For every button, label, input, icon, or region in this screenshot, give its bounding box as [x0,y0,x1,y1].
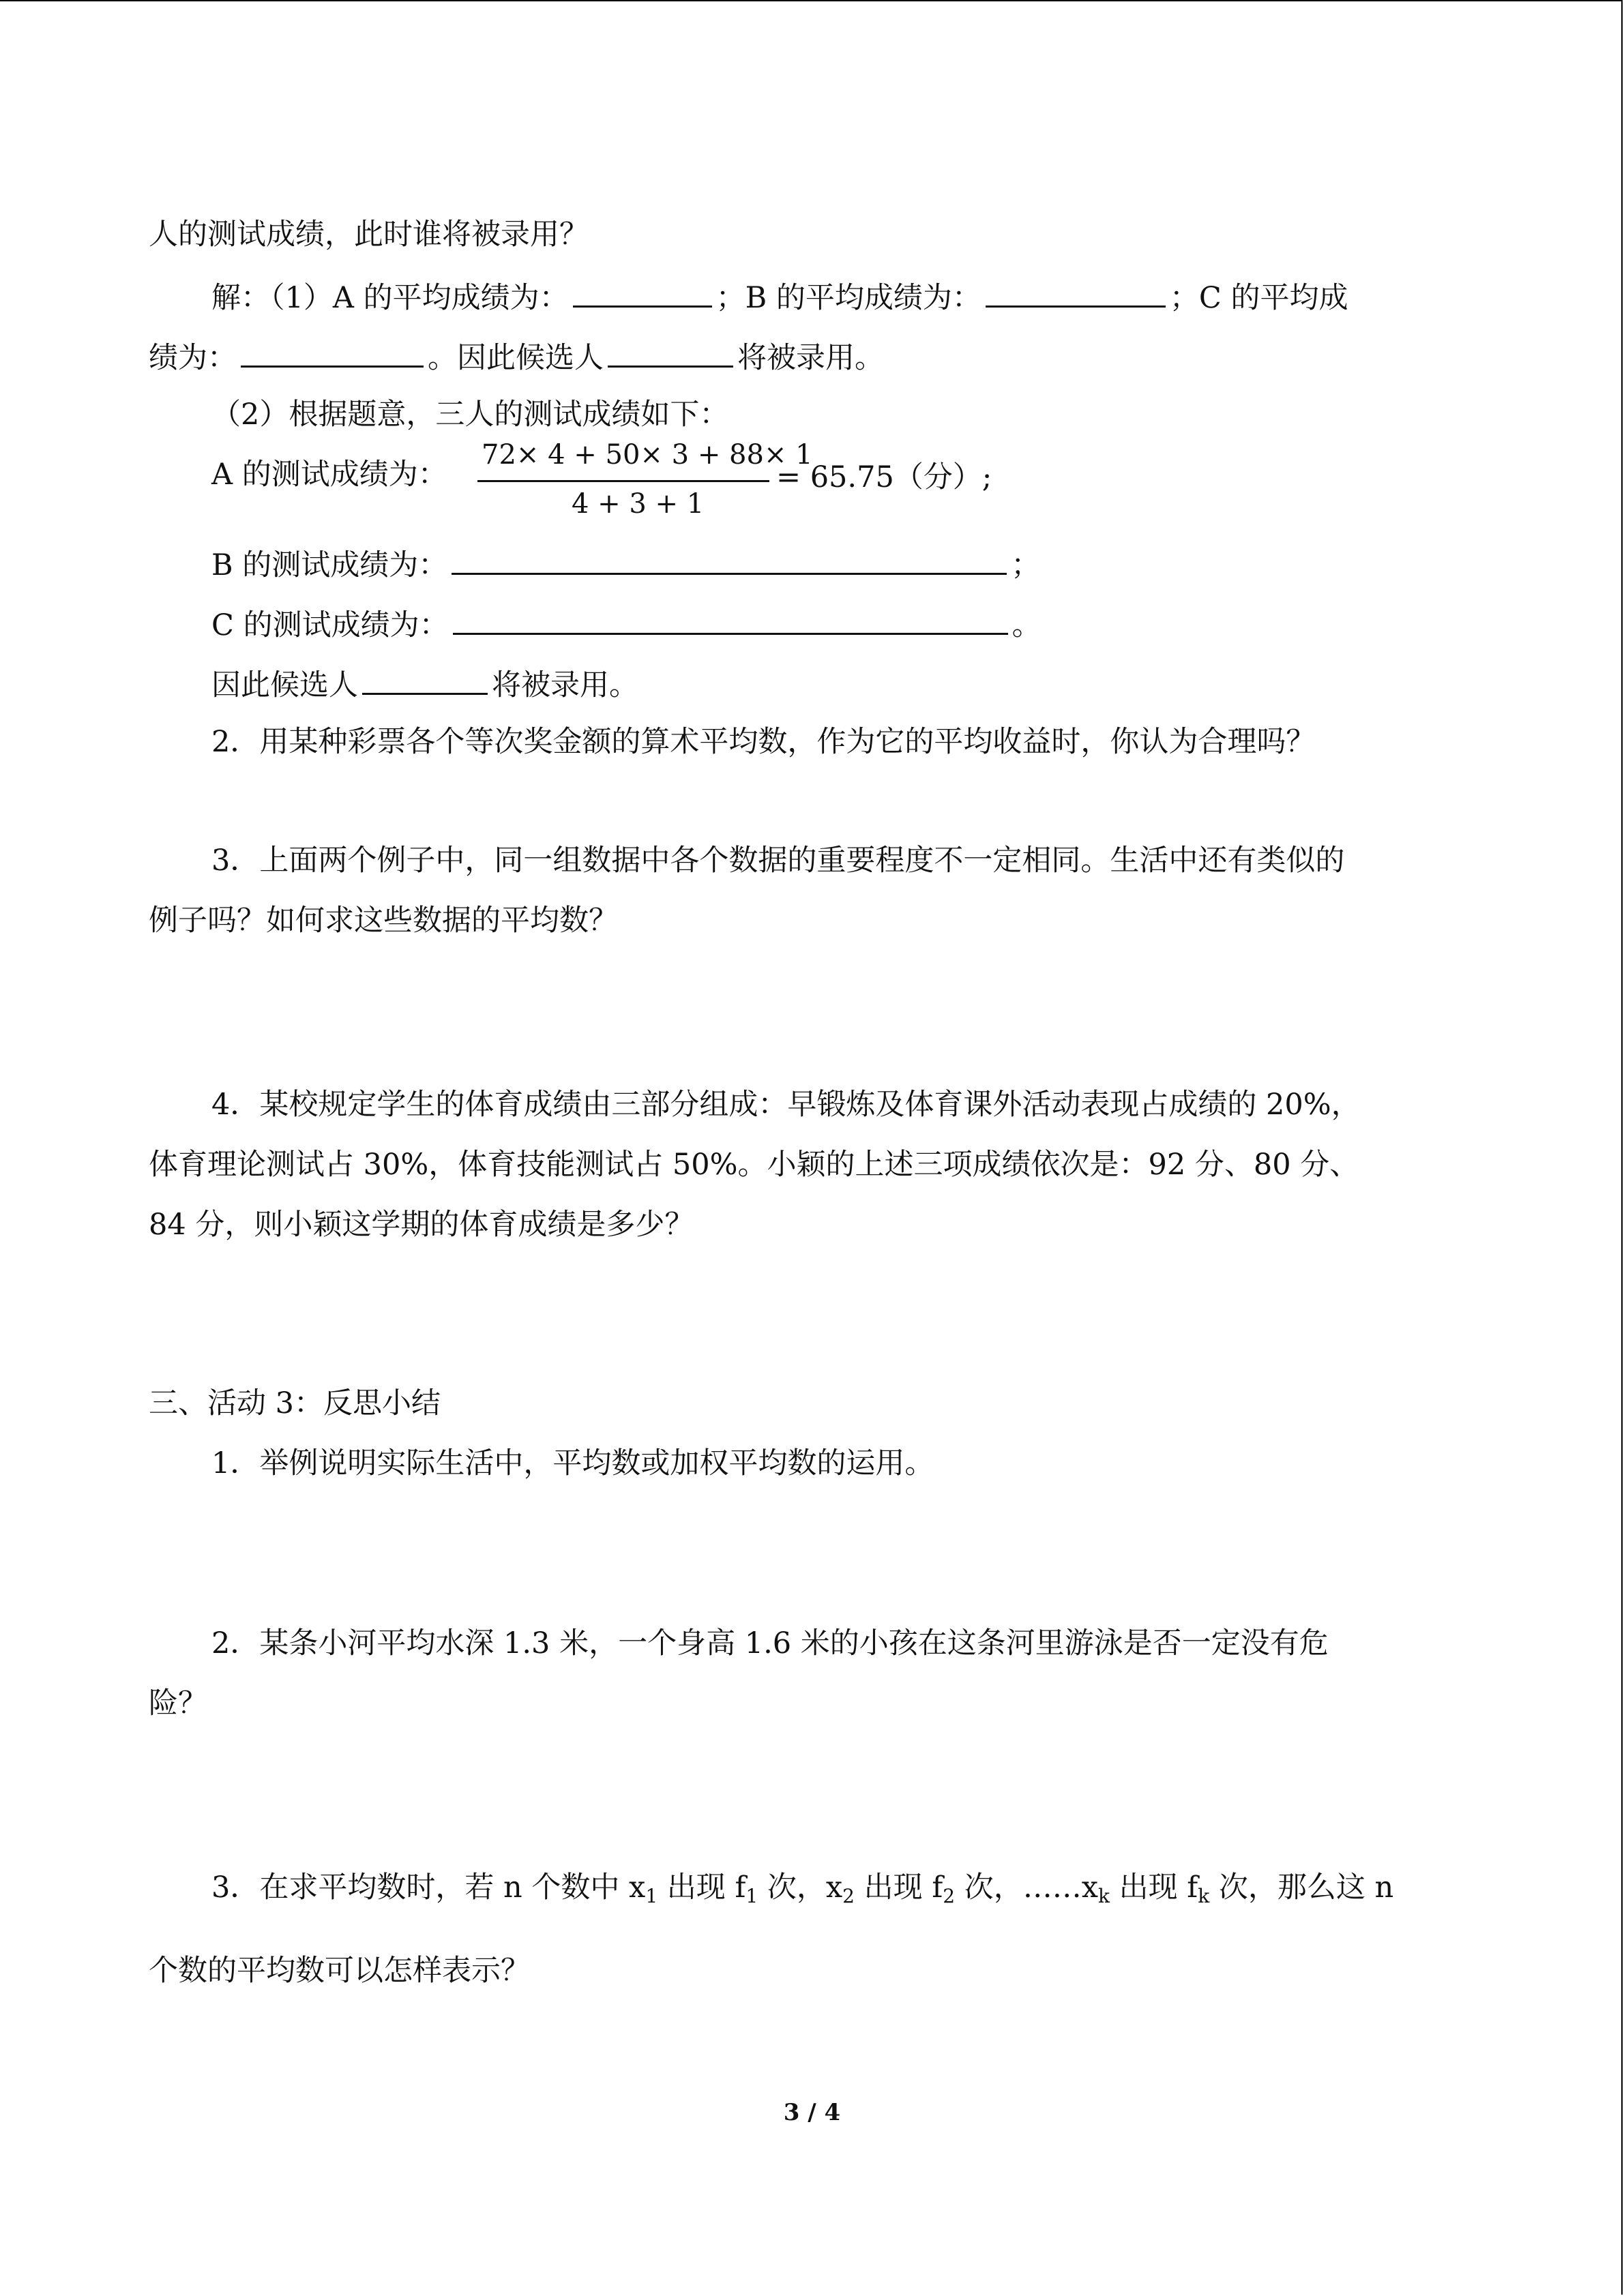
text-segment: 3．在求平均数时，若 n 个数中 x [211,1870,646,1905]
formula-numerator: 72× 4 + 50× 3 + 88× 1 [482,439,813,471]
reflection-2-line-1: 2．某条小河平均水深 1.3 米，一个身高 1.6 米的小孩在这条河里游泳是否一定没有危 [211,1626,1329,1660]
subscript: k [1098,1885,1110,1907]
subscript: 1 [745,1885,758,1907]
answer-line-2 [149,336,884,377]
blank-b-average[interactable] [986,275,1166,308]
question-3-line-2: 例子吗？如何求这些数据的平均数？ [149,904,618,938]
text-segment: 。 [1012,608,1042,642]
text-segment: B 的测试成绩为： [211,548,448,582]
blank-c-score[interactable] [453,603,1008,635]
reflection-2-line-2: 险？ [149,1686,207,1720]
question-4-line-3: 84 分，则小颖这学期的体育成绩是多少？ [149,1208,694,1242]
text-segment: 将被录用。 [492,668,638,702]
text-segment: C 的测试成绩为： [211,608,449,642]
text-segment: 出现 f [1109,1870,1198,1905]
question-2: 2．用某种彩票各个等次奖金额的算术平均数，作为它的平均收益时，你认为合理吗？ [211,725,1316,759]
text-segment: ；B 的平均成绩为： [715,281,981,315]
subscript: k [1198,1885,1210,1907]
question-4-line-1: 4．某校规定学生的体育成绩由三部分组成：早锻炼及体育课外活动表现占成绩的 20%， [211,1088,1361,1122]
answer-line-1 [211,275,1348,317]
subscript: 2 [842,1885,855,1907]
reflection-3-line-1 [211,1868,1393,1915]
a-score-label: A 的测试成绩为： [211,458,447,492]
text-segment: 绩为： [149,341,237,375]
candidate-line [211,663,638,704]
text-segment: 出现 f [658,1870,746,1905]
subscript: 2 [943,1885,956,1907]
subscript: 1 [645,1885,658,1907]
text-line: 人的测试成绩，此时谁将被录用？ [149,218,589,252]
formula-denominator: 4 + 3 + 1 [572,488,705,520]
text-segment: ；C 的平均成 [1169,281,1348,315]
fraction-bar [477,480,769,482]
text-segment: 次，……x [955,1870,1098,1905]
text-segment: ； [1011,548,1041,582]
page-number: 3 / 4 [783,2099,841,2126]
reflection-3-line-2: 个数的平均数可以怎样表示？ [149,1954,530,1988]
c-score-line [211,603,1042,644]
blank-b-score[interactable] [452,543,1007,575]
blank-c-average[interactable] [241,336,424,368]
reflection-1: 1．举例说明实际生活中，平均数或加权平均数的运用。 [211,1446,934,1480]
text-segment: 。因此候选人 [428,341,604,375]
blank-candidate-1[interactable] [608,336,733,368]
blank-candidate-2[interactable] [362,663,488,695]
b-score-line [211,543,1040,584]
question-3-line-1: 3．上面两个例子中，同一组数据中各个数据的重要程度不一定相同。生活中还有类似的 [211,844,1345,878]
text-segment: 将被录用。 [737,341,884,375]
text-segment: 因此候选人 [211,668,358,702]
text-segment: 出现 f [854,1870,943,1905]
text-segment: 解：（1）A 的平均成绩为： [211,281,569,315]
question-4-line-2: 体育理论测试占 30%，体育技能测试占 50%。小颖的上述三项成绩依次是：92 分、80 分、 [149,1148,1359,1182]
blank-a-average[interactable] [573,275,712,308]
text-segment: 次，x [758,1870,843,1905]
text-segment: 次，那么这 n [1209,1870,1394,1905]
text-line: （2）根据题意，三人的测试成绩如下： [211,398,729,432]
section-heading: 三、活动 3：反思小结 [149,1386,441,1420]
a-score-result: = 65.75（分）; [776,460,992,494]
